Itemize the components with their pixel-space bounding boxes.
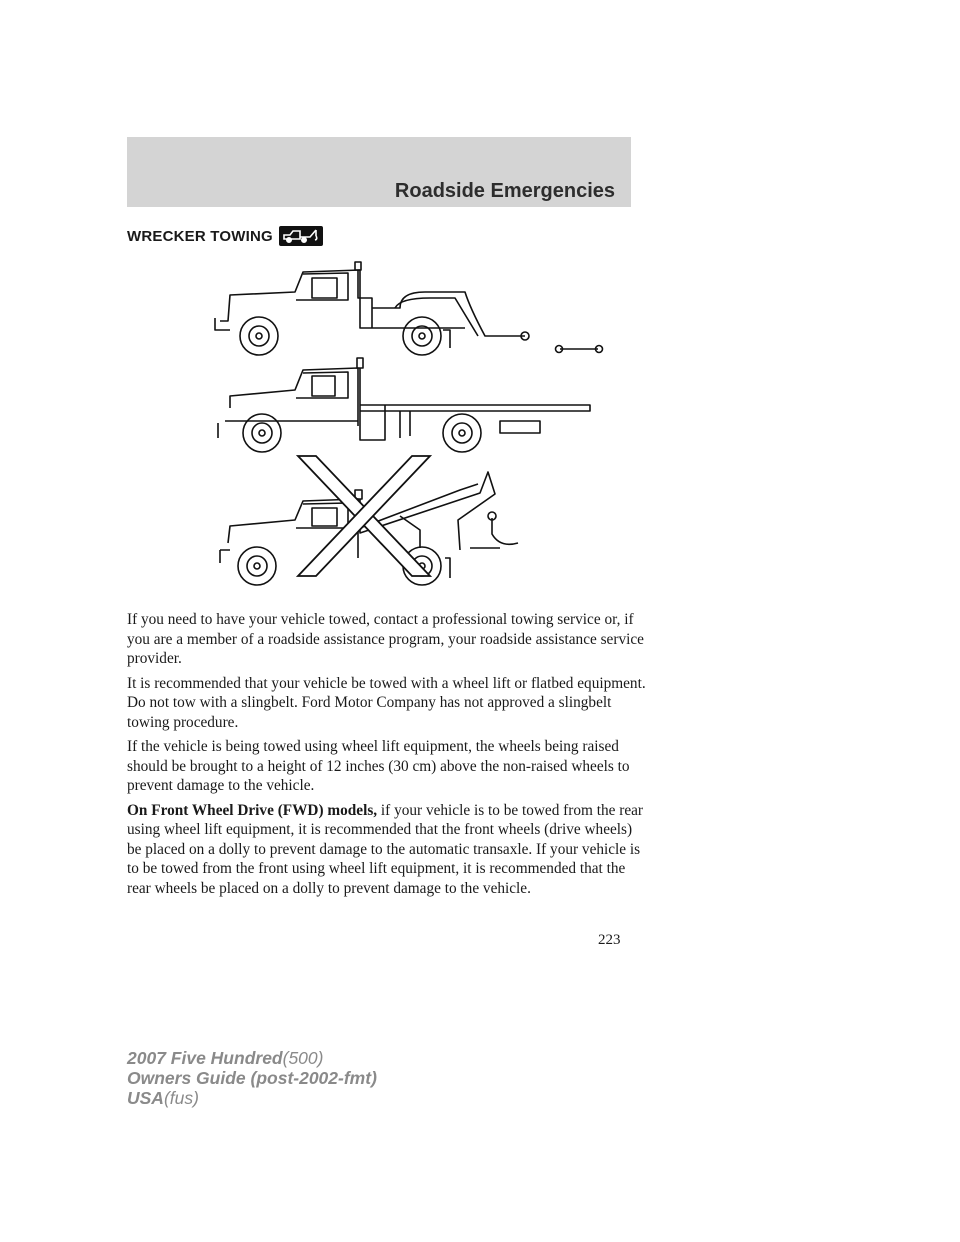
paragraph-fwd (127, 801, 647, 899)
page-section-title: Roadside Emergencies (394, 180, 615, 202)
flatbed-truck (218, 358, 590, 452)
footer-guide: Owners Guide (post-2002-fmt) (127, 1068, 377, 1088)
footer-model: 2007 Five Hundred (127, 1048, 283, 1068)
footer-model-code: (500) (282, 1048, 324, 1068)
tow-truck-icon (279, 226, 323, 246)
paragraph-2: It is recommended that your vehicle be towed with a wheel lift or flatbed equipment. Do not tow with a slingbelt. Ford Motor Company has not approved a slingbelt towing procedure. (127, 674, 646, 731)
towing-methods-illustration (200, 258, 620, 593)
paragraph-1: If you need to have your vehicle towed, contact a professional towing service or, if you are a member of a roadside assistance program, your roadside assistance service provider. (127, 611, 644, 667)
wheel-lift-truck (215, 262, 603, 355)
page-number: 223 (598, 932, 621, 948)
footer-market-code: (fus) (163, 1088, 199, 1108)
section-heading (127, 226, 323, 246)
footer-market: USA (127, 1088, 164, 1108)
section-heading-label: WRECKER TOWING (127, 227, 273, 245)
fwd-lead: On Front Wheel Drive (FWD) models, (127, 801, 378, 819)
body-text (127, 610, 647, 903)
header-band (127, 137, 631, 207)
document-footer (127, 1048, 377, 1108)
paragraph-3: If the vehicle is being towed using wheel lift equipment, the wheels being raised should be brought to a height of 12 inches (30 cm) above the non-raised wheels to prevent damage to the vehicle. (127, 738, 630, 794)
fwd-text: if your vehicle is to be towed from the rear using wheel lift equipment, it is recommended that the front wheels (drive wheels) be placed on a dolly to prevent damage to the automatic transaxle. If your vehicle is to be towed from the front using wheel lift equipment, it is recommended that the rear wheels be placed on a dolly to prevent damage to the vehicle. (127, 801, 644, 897)
